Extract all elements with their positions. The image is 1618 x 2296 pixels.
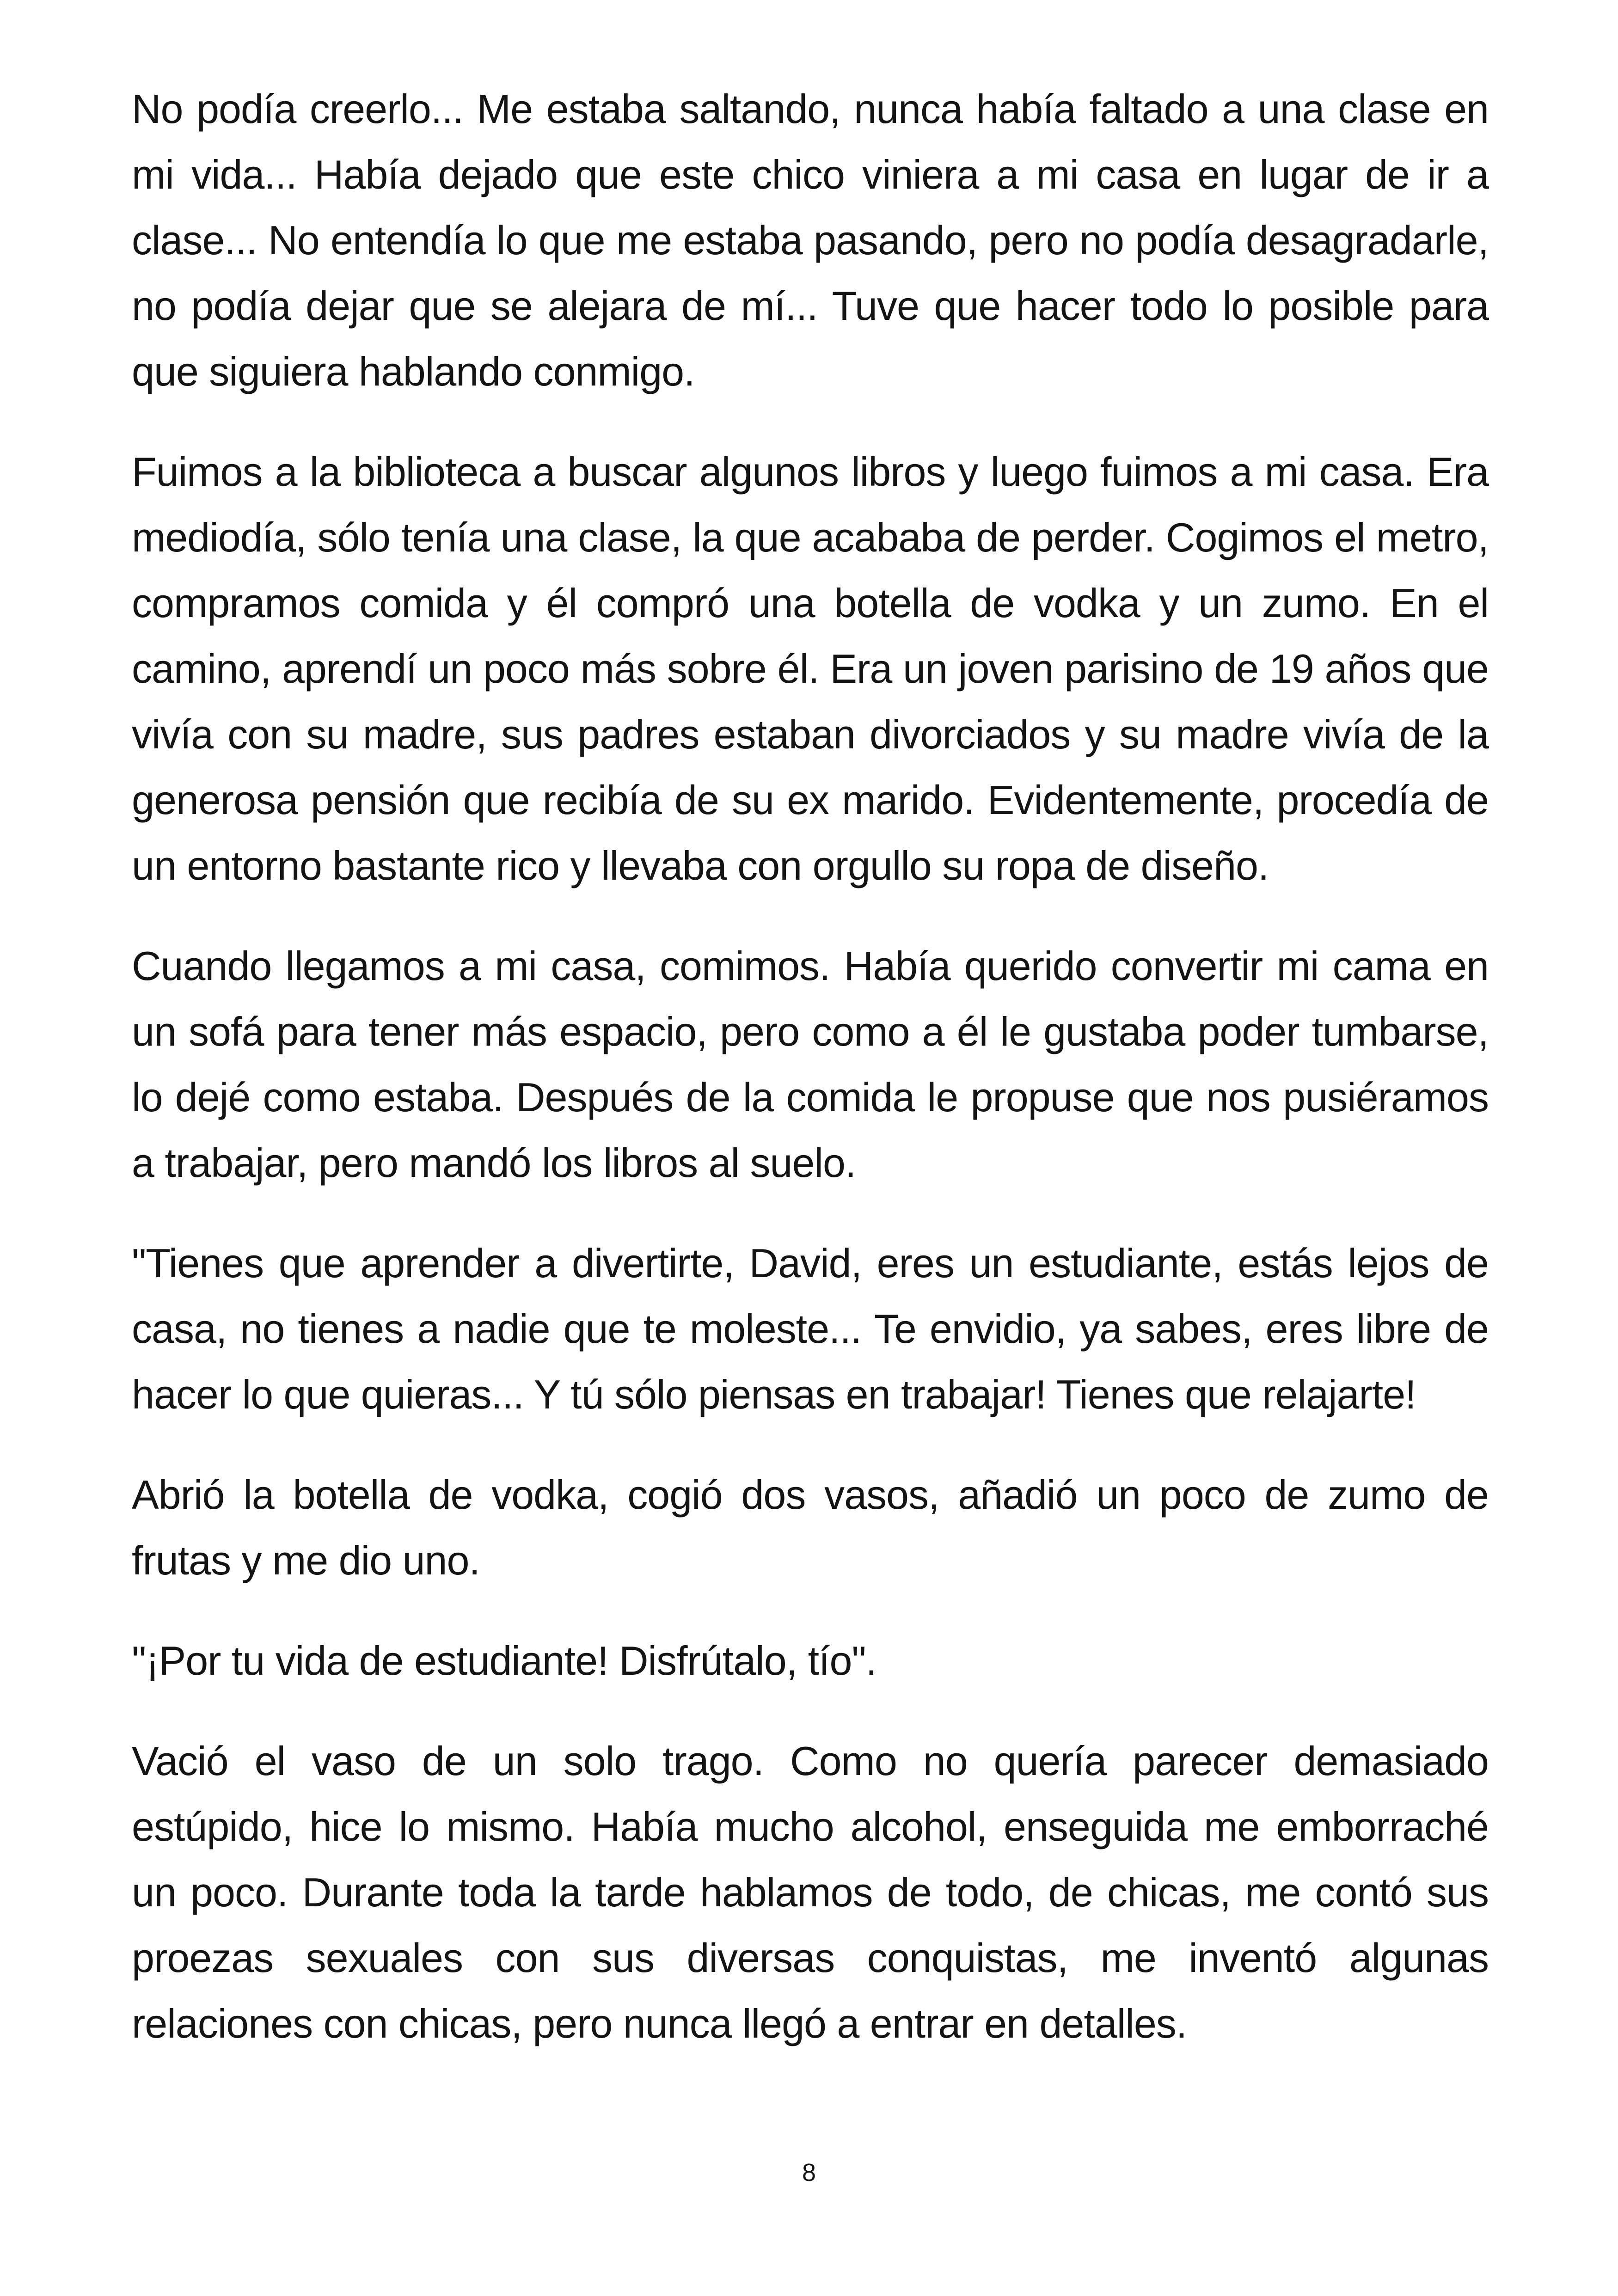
paragraph: "Tienes que aprender a divertirte, David, eres un estudiante, estás lejos de casa, no tienes a nadie que te moleste... Te envidio, ya sabes, eres libre de hacer lo que quieras... Y tú sólo piensas en trabajar! Tienes que relajarte!: [132, 1240, 1489, 1417]
paragraph: "¡Por tu vida de estudiante! Disfrútalo, tío".: [132, 1638, 877, 1684]
page-number: 8: [802, 2159, 816, 2186]
paragraph: Abrió la botella de vodka, cogió dos vasos, añadió un poco de zumo de frutas y me dio uno.: [132, 1472, 1489, 1583]
paragraph: No podía creerlo... Me estaba saltando, nunca había faltado a una clase en mi vida... Había dejado que este chico viniera a mi casa en lugar de ir a clase... No entendía lo que me estaba pasando, pero no podía desagradarle, no podía dejar que se alejara de mí... Tuve que hacer todo lo posible para que siguiera hablando conmigo.: [132, 86, 1489, 394]
body-text: [132, 76, 1489, 2091]
paragraph: Cuando llegamos a mi casa, comimos. Había querido convertir mi cama en un sofá para tener más espacio, pero como a él le gustaba poder tumbarse, lo dejé como estaba. Después de la comida le propuse que nos pusiéramos a trabajar, pero mandó los libros al suelo.: [132, 943, 1489, 1186]
paragraph: Vació el vaso de un solo trago. Como no quería parecer demasiado estúpido, hice lo mismo. Había mucho alcohol, enseguida me emborraché un poco. Durante toda la tarde hablamos de todo, de chicas, me contó sus proezas sexuales con sus diversas conquistas, me inventó algunas relaciones con chicas, pero nunca llegó a entrar en detalles.: [132, 1738, 1489, 2046]
paragraph: Fuimos a la biblioteca a buscar algunos libros y luego fuimos a mi casa. Era mediodía, sólo tenía una clase, la que acababa de perder. Cogimos el metro, compramos comida y él compró una botella de vodka y un zumo. En el camino, aprendí un poco más sobre él. Era un joven parisino de 19 años que vivía con su madre, sus padres estaban divorciados y su madre vivía de la generosa pensión que recibía de su ex marido. Evidentemente, procedía de un entorno bastante rico y llevaba con orgullo su ropa de diseño.: [132, 449, 1489, 888]
